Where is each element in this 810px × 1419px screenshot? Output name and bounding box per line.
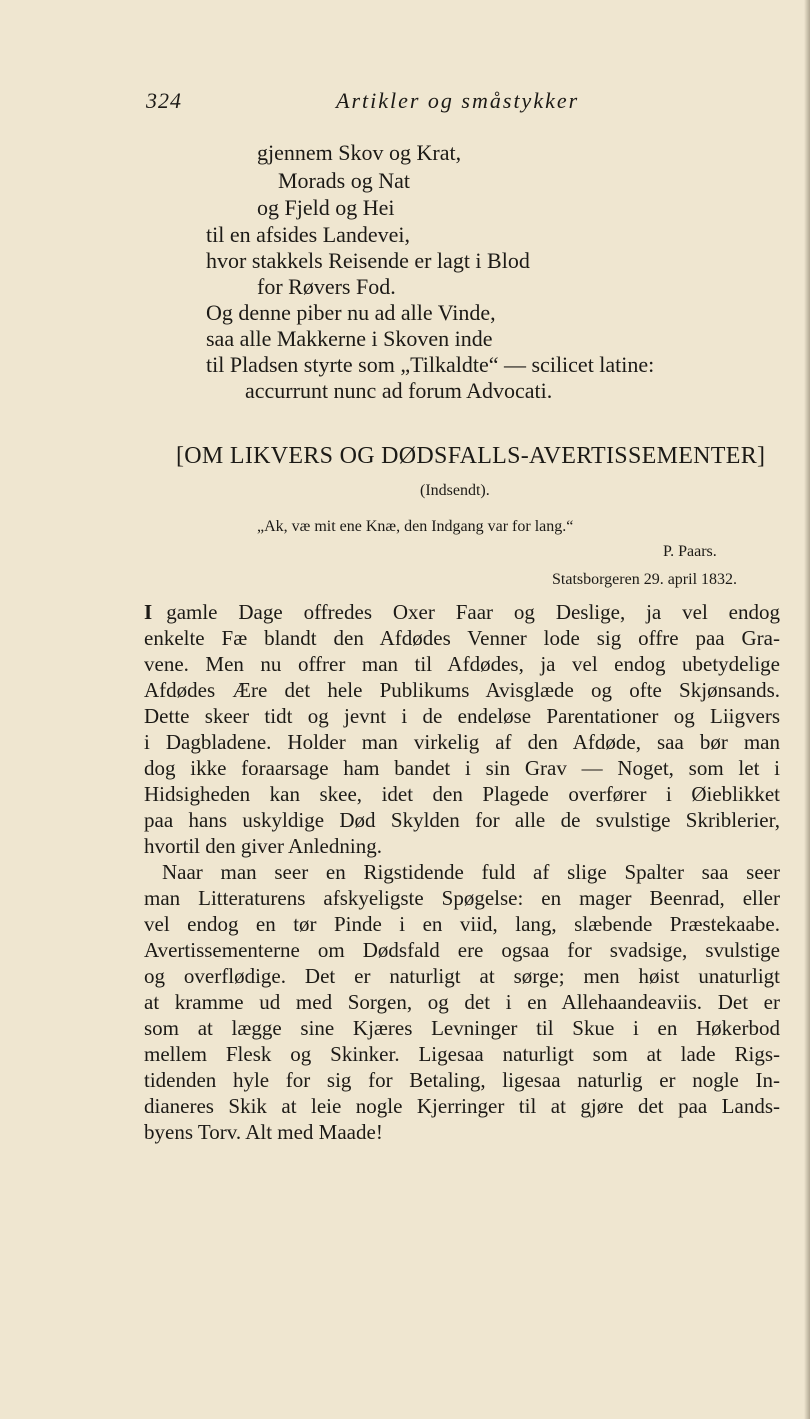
source-citation: Statsborgeren 29. april 1832.	[552, 571, 738, 588]
body-line: paa hans uskyldige Død Skylden for alle de svulstige Skriblerier,	[144, 808, 780, 832]
body-line: man Litteraturens afskyeligste Spøgelse: en mager Beenrad, eller	[144, 886, 780, 910]
running-head: Artikler og småstykker	[336, 88, 580, 113]
poem-line: accurrunt nunc ad forum Advocati.	[245, 378, 553, 403]
body-line: Naar man seer en Rigstidende fuld af slige Spalter saa seer	[162, 860, 780, 884]
poem-line: for Røvers Fod.	[257, 274, 396, 299]
body-line: Afdødes Ære det hele Publikums Avisglæde og ofte Skjønsands.	[144, 678, 780, 702]
article-subtitle: (Indsendt).	[420, 482, 490, 499]
epigraph-attribution: P. Paars.	[663, 543, 717, 560]
body-line: mellem Flesk og Skinker. Ligesaa naturligt som at lade Rigs-	[144, 1042, 780, 1066]
body-line-text: gamle Dage offredes Oxer Faar og Deslige, ja vel endog	[166, 600, 780, 624]
page-header	[146, 88, 780, 118]
body-line: at kramme ud med Sorgen, og det i en Allehaandeaviis. Det er	[144, 990, 780, 1014]
poem-line: hvor stakkels Reisende er lagt i Blod	[206, 248, 530, 273]
body-line: vene. Men nu offrer man til Afdødes, ja vel endog ubetydelige	[144, 652, 780, 676]
poem-line: gjennem Skov og Krat,	[257, 140, 462, 165]
poem-line: Morads og Nat	[278, 168, 410, 193]
body-line: enkelte Fæ blandt den Afdødes Venner lode sig offre paa Gra-	[144, 626, 780, 650]
body-line: vel endog en tør Pinde i en viid, lang, slæbende Præstekaabe.	[144, 912, 780, 936]
body-line: Hidsigheden kan skee, idet den Plagede overfører i Øieblikket	[144, 782, 780, 806]
poem-line: til Pladsen styrte som „Tilkaldte“ — scilicet latine:	[206, 352, 655, 377]
article-title: [OM LIKVERS OG DØDSFALLS-AVERTISSEMENTER]	[176, 443, 766, 469]
body-line: byens Torv. Alt med Maade!	[144, 1120, 383, 1144]
drop-cap: I	[144, 600, 153, 624]
poem-line: til en afsides Landevei,	[206, 222, 411, 247]
body-line: som at lægge sine Kjæres Levninger til Skue i en Høkerbod	[144, 1016, 780, 1040]
body-line: hvortil den giver Anledning.	[144, 834, 382, 858]
body-line: og overflødige. Det er naturligt at sørge; men høist unaturligt	[144, 964, 780, 988]
body-line: Avertissementerne om Dødsfald ere ogsaa for svadsige, svulstige	[144, 938, 780, 962]
page-number: 324	[146, 88, 182, 113]
body-line: dog ikke foraarsage ham bandet i sin Grav — Noget, som let i	[144, 756, 780, 780]
epigraph: „Ak, væ mit ene Knæ, den Indgang var for lang.“	[257, 518, 574, 535]
body-line: tidenden hyle for sig for Betaling, ligesaa naturlig er nogle In-	[144, 1068, 780, 1092]
poem-line: og Fjeld og Hei	[257, 195, 395, 220]
page-edge-shadow	[804, 0, 810, 1419]
body-line: Dette skeer tidt og jevnt i de endeløse Parentationer og Liigvers	[144, 704, 780, 728]
body-line: dianeres Skik at leie nogle Kjerringer til at gjøre det paa Lands-	[144, 1094, 780, 1118]
body-line	[144, 600, 780, 626]
poem-line: Og denne piber nu ad alle Vinde,	[206, 300, 496, 325]
body-line: i Dagbladene. Holder man virkelig af den Afdøde, saa bør man	[144, 730, 780, 754]
poem-line: saa alle Makkerne i Skoven inde	[206, 326, 493, 351]
